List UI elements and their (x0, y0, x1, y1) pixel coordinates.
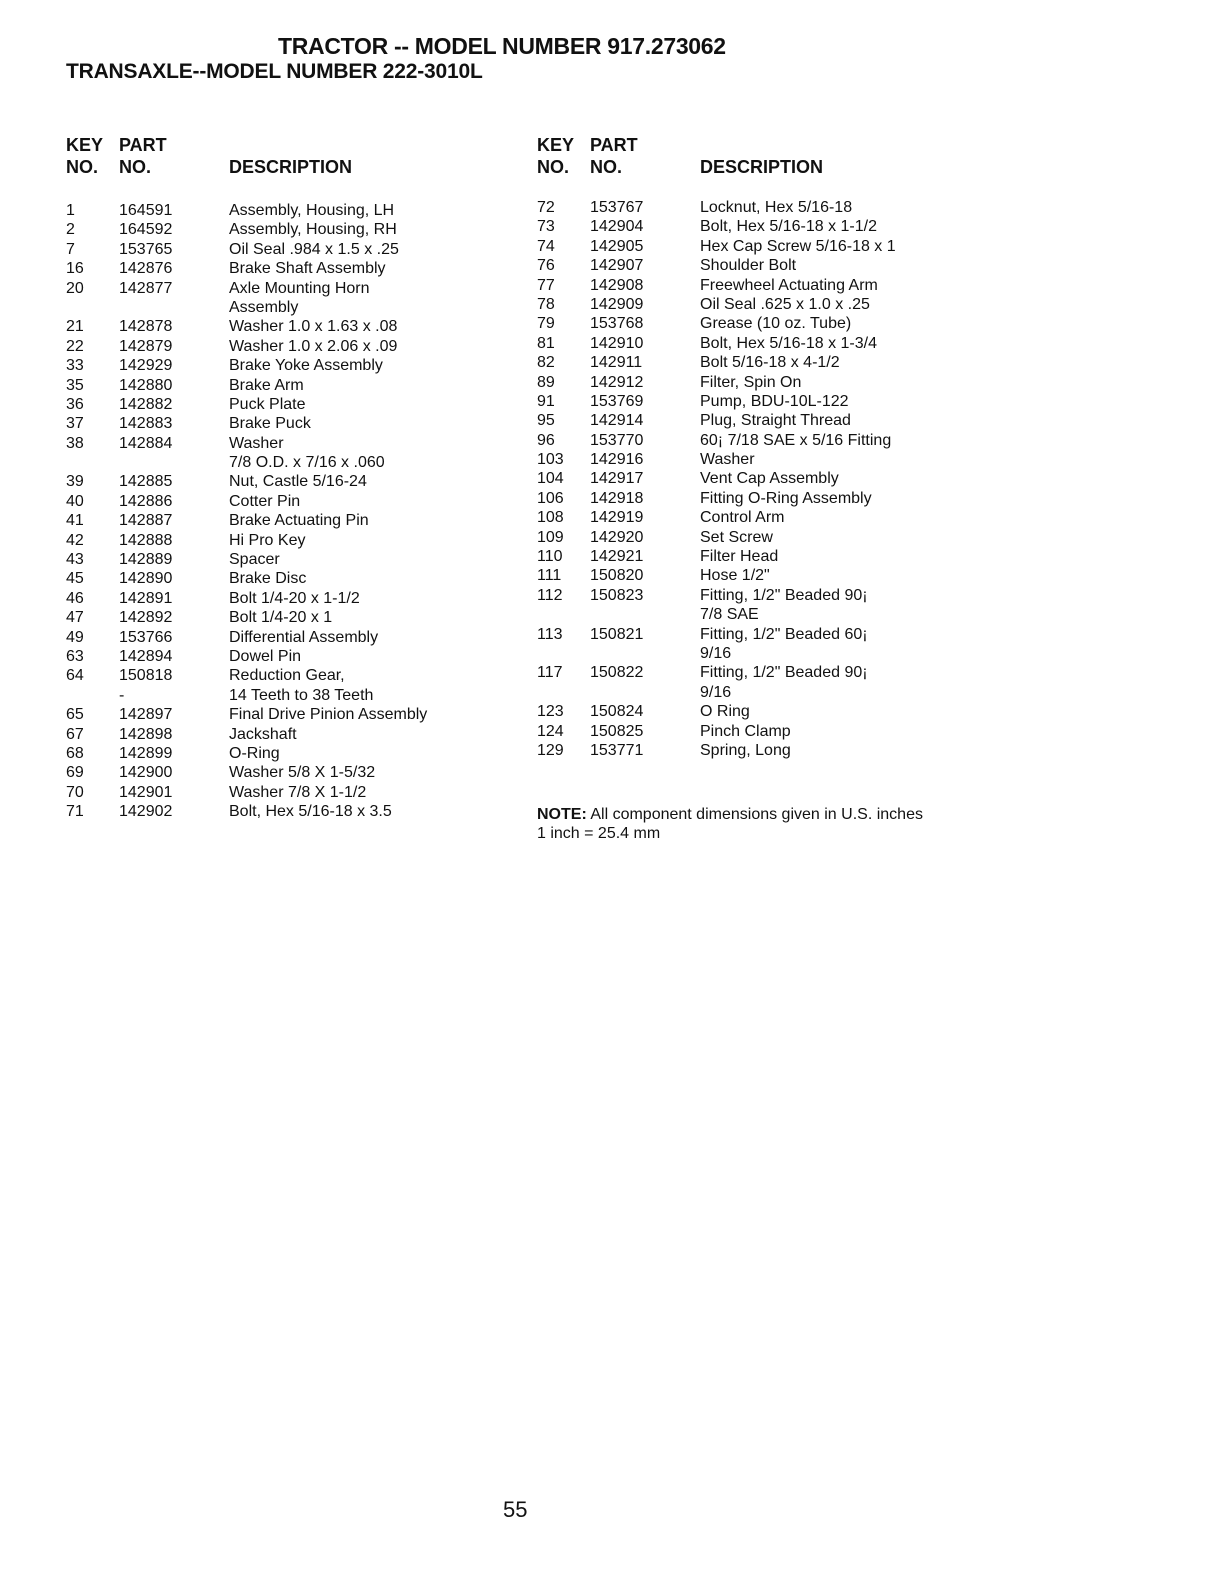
list-item (66, 201, 506, 220)
part-description: Plug, Straight Thread (700, 412, 851, 430)
part-description: Reduction Gear, (229, 667, 345, 685)
part-number: 153768 (590, 315, 644, 333)
list-item (66, 666, 506, 685)
part-description: Bolt 5/16-18 x 4-1/2 (700, 354, 840, 372)
key-number: 22 (66, 337, 84, 355)
page-number: 55 (503, 1497, 528, 1522)
part-description: Assembly, Housing, RH (229, 221, 397, 239)
part-description: O-Ring (229, 744, 280, 762)
part-description: Filter Head (700, 548, 779, 566)
key-number: 36 (66, 395, 84, 413)
key-number: 82 (537, 354, 555, 372)
key-number: 77 (537, 276, 555, 294)
list-item (66, 744, 506, 763)
part-number: 150821 (590, 625, 644, 643)
list-item (537, 683, 977, 702)
key-number: 106 (537, 489, 564, 507)
list-item (537, 605, 977, 624)
part-number: 153765 (119, 240, 173, 258)
part-number: 150818 (119, 667, 173, 685)
key-number: 117 (537, 664, 563, 682)
key-number: 73 (537, 218, 555, 236)
list-item (66, 628, 506, 647)
part-number: 153769 (590, 392, 644, 410)
part-number: 142889 (119, 551, 173, 569)
key-number: 74 (537, 237, 555, 255)
note-line-2: 1 inch = 25.4 mm (537, 825, 661, 842)
part-description: Shoulder Bolt (700, 257, 797, 275)
key-number: 112 (537, 586, 563, 604)
part-description: Washer (229, 434, 284, 452)
part-description: Washer (700, 451, 755, 469)
key-number: 103 (537, 451, 564, 469)
key-number: 72 (537, 199, 555, 216)
list-item (66, 647, 506, 666)
part-number: 142890 (119, 570, 173, 588)
list-item (537, 450, 977, 469)
key-number: 89 (537, 373, 555, 391)
part-description: Fitting, 1/2" Beaded 60¡ (700, 625, 868, 643)
list-item (66, 608, 506, 627)
list-item (537, 411, 977, 430)
key-number: 38 (66, 434, 84, 452)
part-description: 9/16 (700, 683, 732, 701)
page-subtitle: TRANSAXLE--MODEL NUMBER 222-3010L (66, 60, 483, 83)
part-description: Oil Seal .984 x 1.5 x .25 (229, 240, 399, 258)
key-label: KEY (537, 135, 575, 155)
part-number: 142909 (590, 295, 644, 313)
key-number: 39 (66, 473, 84, 491)
key-number: 43 (66, 551, 84, 569)
part-description: Washer 1.0 x 1.63 x .08 (229, 318, 398, 336)
part-description: Freewheel Actuating Arm (700, 276, 878, 294)
part-number: 142910 (590, 334, 644, 352)
key-number: 81 (537, 334, 555, 352)
key-number: 35 (66, 376, 84, 394)
key-number: 108 (537, 509, 564, 527)
key-number: 16 (66, 260, 84, 278)
list-item (66, 298, 506, 317)
key-number: 33 (66, 357, 84, 375)
part-number: 150825 (590, 722, 644, 740)
no-label: NO. (66, 157, 99, 177)
list-item (66, 550, 506, 569)
part-number: 142916 (590, 451, 644, 469)
key-number: 110 (537, 548, 563, 566)
part-description: Washer 1.0 x 2.06 x .09 (229, 337, 398, 355)
part-description: 9/16 (700, 644, 732, 662)
part-number: 142921 (590, 548, 644, 566)
part-description: Filter, Spin On (700, 373, 802, 391)
part-number: 150824 (590, 703, 644, 721)
list-item (66, 395, 506, 414)
part-number: 142911 (590, 354, 643, 372)
list-item (66, 259, 506, 278)
part-description: Assembly (229, 298, 299, 316)
part-number: 142887 (119, 512, 173, 530)
part-description: Cotter Pin (229, 492, 301, 510)
key-number: 68 (66, 744, 84, 762)
part-number: 142899 (119, 744, 173, 762)
key-number: 7 (66, 240, 75, 258)
part-number: 142907 (590, 257, 644, 275)
part-number: 142905 (590, 237, 644, 255)
list-item (66, 686, 506, 705)
key-number: 96 (537, 431, 555, 449)
key-number: 2 (66, 221, 75, 239)
note-label: NOTE: (537, 806, 587, 823)
key-number: 41 (66, 512, 84, 530)
list-item (537, 722, 977, 741)
no-label: NO. (537, 157, 570, 177)
list-item (537, 256, 977, 275)
key-number: 69 (66, 764, 84, 782)
part-number: 142891 (119, 589, 173, 607)
list-item (537, 217, 977, 236)
part-description: 14 Teeth to 38 Teeth (229, 686, 374, 704)
key-number: 37 (66, 415, 84, 433)
part-number: 142886 (119, 492, 173, 510)
list-item (537, 392, 977, 411)
part-number: 153771 (590, 741, 644, 759)
parts-list-right (537, 198, 977, 760)
part-description: Brake Disc (229, 570, 307, 588)
list-item (66, 783, 506, 802)
part-description: Bolt 1/4-20 x 1-1/2 (229, 589, 360, 607)
list-item (537, 295, 977, 314)
list-item (66, 589, 506, 608)
key-number: 64 (66, 667, 84, 685)
part-description: Differential Assembly (229, 628, 379, 646)
key-number: 47 (66, 609, 84, 627)
part-number: 142884 (119, 434, 173, 452)
list-item (537, 237, 977, 256)
part-number: 150822 (590, 664, 644, 682)
key-number: 49 (66, 628, 84, 646)
list-item (66, 220, 506, 239)
part-number: 150820 (590, 567, 644, 585)
list-item (66, 511, 506, 530)
part-description: Washer 7/8 X 1-1/2 (229, 783, 367, 801)
list-item (66, 492, 506, 511)
part-description: 7/8 O.D. x 7/16 x .060 (229, 454, 385, 472)
list-item (66, 240, 506, 259)
list-item (66, 802, 506, 821)
list-item (66, 569, 506, 588)
list-item (537, 625, 977, 644)
part-number: 164592 (119, 221, 173, 239)
key-number: 46 (66, 589, 84, 607)
part-description: Fitting, 1/2" Beaded 90¡ (700, 664, 868, 682)
part-number: 142876 (119, 260, 173, 278)
list-item (537, 644, 977, 663)
part-number: 142898 (119, 725, 173, 743)
list-item (537, 702, 977, 721)
list-item (66, 725, 506, 744)
part-number: 142919 (590, 509, 644, 527)
list-item (537, 469, 977, 488)
part-number: 142878 (119, 318, 173, 336)
list-item (537, 586, 977, 605)
part-number: 142900 (119, 764, 173, 782)
key-no-header-right (537, 134, 574, 178)
key-number: 67 (66, 725, 84, 743)
part-number: 142879 (119, 337, 173, 355)
list-item (66, 337, 506, 356)
part-description: Fitting, 1/2" Beaded 90¡ (700, 586, 868, 604)
part-description: Puck Plate (229, 395, 306, 413)
list-item (66, 531, 506, 550)
key-number: 71 (66, 803, 84, 821)
part-number: 142929 (119, 357, 173, 375)
list-item (537, 431, 977, 450)
part-no-header-left (119, 134, 167, 178)
list-item (66, 705, 506, 724)
list-item (537, 508, 977, 527)
part-number: 142883 (119, 415, 173, 433)
part-description: Bolt, Hex 5/16-18 x 1-3/4 (700, 334, 877, 352)
part-description: Vent Cap Assembly (700, 470, 839, 488)
key-number: 124 (537, 722, 564, 740)
part-description: Brake Puck (229, 415, 311, 433)
list-item (537, 314, 977, 333)
description-header-right: DESCRIPTION (700, 157, 824, 177)
note-line-1: All component dimensions given in U.S. inches (590, 806, 923, 823)
key-number: 45 (66, 570, 84, 588)
key-number: 20 (66, 279, 84, 297)
list-item (66, 434, 506, 453)
part-number: 150823 (590, 586, 644, 604)
list-item (66, 317, 506, 336)
part-description: Brake Yoke Assembly (229, 357, 383, 375)
list-item (66, 376, 506, 395)
key-number: 113 (537, 625, 563, 643)
key-number: 109 (537, 528, 564, 546)
list-item (537, 547, 977, 566)
part-description: Nut, Castle 5/16-24 (229, 473, 367, 491)
part-description: Hi Pro Key (229, 531, 306, 549)
list-item (537, 334, 977, 353)
key-number: 123 (537, 703, 564, 721)
part-number: 142885 (119, 473, 173, 491)
part-number: 142880 (119, 376, 173, 394)
part-description: Bolt, Hex 5/16-18 x 1-1/2 (700, 218, 877, 236)
part-number: 142892 (119, 609, 173, 627)
key-number: 95 (537, 412, 555, 430)
part-number: 142894 (119, 647, 173, 665)
part-number: 153766 (119, 628, 173, 646)
part-number: 142920 (590, 528, 644, 546)
part-number: 142917 (590, 470, 644, 488)
key-number: 1 (66, 202, 75, 219)
list-item (537, 276, 977, 295)
note (537, 805, 923, 843)
part-description: Bolt, Hex 5/16-18 x 3.5 (229, 803, 392, 821)
part-number: 164591 (119, 202, 173, 219)
key-label: KEY (66, 135, 104, 155)
parts-list-left (66, 201, 506, 822)
part-number: 142914 (590, 412, 644, 430)
part-number: - (119, 686, 125, 704)
part-description: Oil Seal .625 x 1.0 x .25 (700, 295, 870, 313)
key-number: 111 (537, 567, 562, 585)
part-description: Fitting O-Ring Assembly (700, 489, 872, 507)
part-number: 153770 (590, 431, 644, 449)
list-item (537, 198, 977, 217)
no-label: NO. (119, 157, 152, 177)
part-description: Grease (10 oz. Tube) (700, 315, 852, 333)
part-number: 142912 (590, 373, 644, 391)
part-description: 60¡ 7/18 SAE x 5/16 Fitting (700, 431, 892, 449)
key-number: 63 (66, 647, 84, 665)
key-number: 76 (537, 257, 555, 275)
list-item (537, 353, 977, 372)
part-number: 142901 (119, 783, 173, 801)
part-description: Control Arm (700, 509, 785, 527)
list-item (66, 279, 506, 298)
key-number: 91 (537, 392, 555, 410)
key-number: 104 (537, 470, 564, 488)
list-item (537, 566, 977, 585)
part-description: Set Screw (700, 528, 773, 546)
part-number: 142897 (119, 706, 173, 724)
part-description: 7/8 SAE (700, 606, 759, 624)
key-number: 65 (66, 706, 84, 724)
key-number: 78 (537, 295, 555, 313)
part-description: Axle Mounting Horn (229, 279, 370, 297)
part-description: Pinch Clamp (700, 722, 791, 740)
part-number: 142888 (119, 531, 173, 549)
key-number: 129 (537, 741, 564, 759)
list-item (537, 741, 977, 760)
key-number: 42 (66, 531, 84, 549)
part-description: Spring, Long (700, 741, 791, 759)
list-item (537, 373, 977, 392)
page-title: TRACTOR -- MODEL NUMBER 917.273062 (278, 33, 726, 59)
key-number: 70 (66, 783, 84, 801)
list-item (66, 763, 506, 782)
part-description: Dowel Pin (229, 647, 302, 665)
part-label: PART (590, 135, 638, 155)
key-number: 40 (66, 492, 84, 510)
list-item (537, 663, 977, 682)
list-item (66, 472, 506, 491)
part-number: 142882 (119, 395, 173, 413)
part-description: Spacer (229, 551, 280, 569)
part-description: Brake Actuating Pin (229, 512, 369, 530)
part-description: Jackshaft (229, 725, 297, 743)
part-number: 142877 (119, 279, 173, 297)
part-description: Hose 1/2" (700, 567, 770, 585)
description-header-left: DESCRIPTION (229, 157, 353, 177)
list-item (66, 356, 506, 375)
list-item (537, 528, 977, 547)
part-description: Assembly, Housing, LH (229, 202, 395, 219)
key-no-header-left (66, 134, 103, 178)
part-description: O Ring (700, 703, 750, 721)
list-item (66, 453, 506, 472)
part-description: Pump, BDU-10L-122 (700, 392, 849, 410)
part-label: PART (119, 135, 167, 155)
part-description: Washer 5/8 X 1-5/32 (229, 764, 376, 782)
part-description: Final Drive Pinion Assembly (229, 706, 428, 724)
part-description: Brake Shaft Assembly (229, 260, 386, 278)
list-item (537, 489, 977, 508)
part-description: Locknut, Hex 5/16-18 (700, 199, 853, 216)
no-label: NO. (590, 157, 623, 177)
list-item (66, 414, 506, 433)
part-number: 142908 (590, 276, 644, 294)
key-number: 79 (537, 315, 555, 333)
part-description: Bolt 1/4-20 x 1 (229, 609, 333, 627)
part-number: 153767 (590, 199, 644, 216)
part-no-header-right (590, 134, 638, 178)
part-number: 142918 (590, 489, 644, 507)
part-description: Brake Arm (229, 376, 304, 394)
part-number: 142904 (590, 218, 644, 236)
part-description: Hex Cap Screw 5/16-18 x 1 (700, 237, 896, 255)
part-number: 142902 (119, 803, 173, 821)
key-number: 21 (66, 318, 84, 336)
